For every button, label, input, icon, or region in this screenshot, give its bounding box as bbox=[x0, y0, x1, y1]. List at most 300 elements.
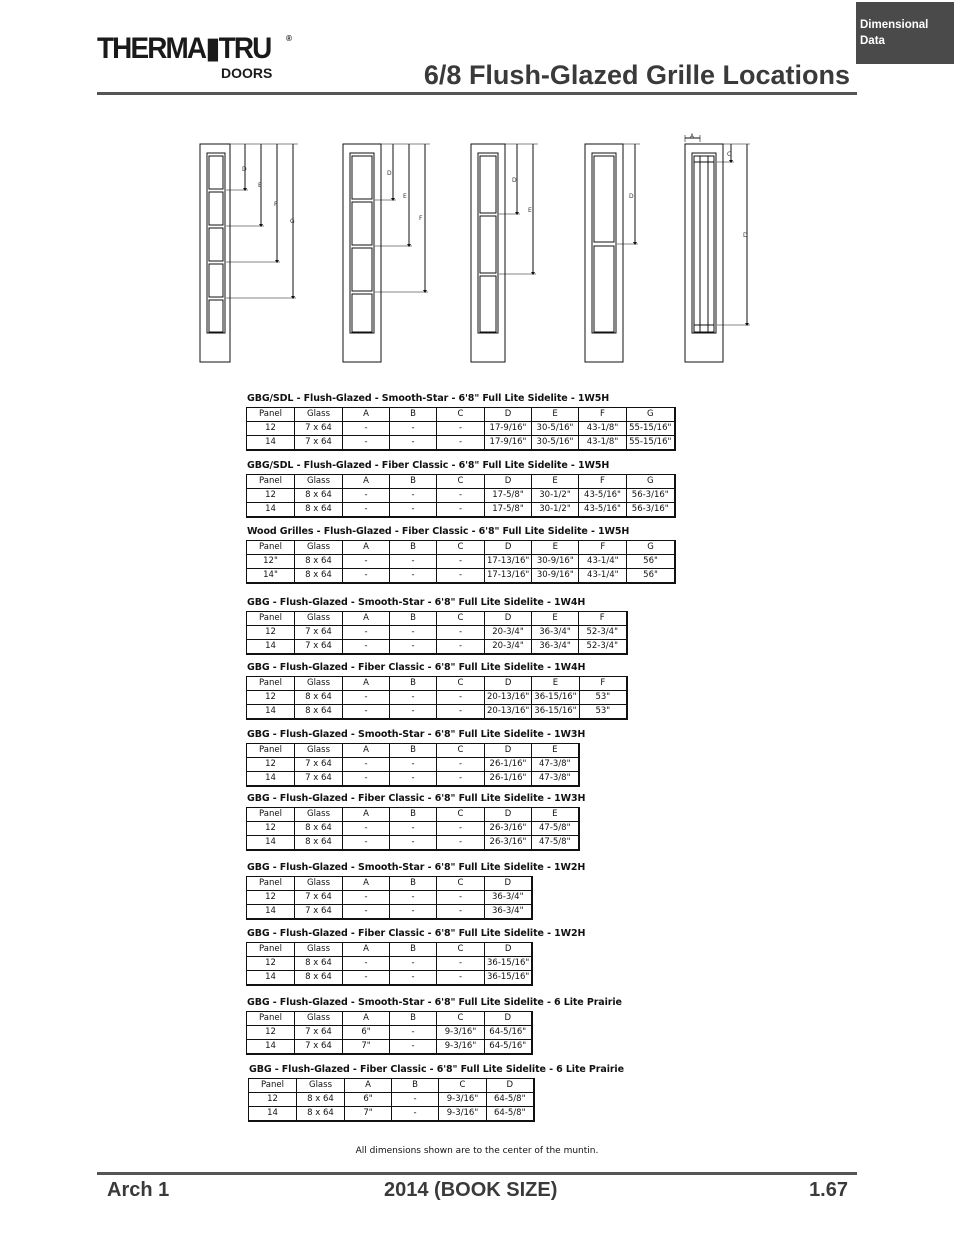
table-block-4 bbox=[246, 597, 628, 655]
column-header: E bbox=[532, 677, 579, 691]
table-cell: 52-3/4" bbox=[579, 640, 627, 655]
table-cell: 8 x 64 bbox=[297, 1107, 345, 1122]
table-cell: - bbox=[390, 569, 437, 584]
dim-label-f: F bbox=[274, 201, 278, 208]
table-cell: - bbox=[390, 1040, 437, 1055]
column-header: F bbox=[579, 677, 627, 691]
column-header: C bbox=[437, 1012, 485, 1026]
section-tab-line-2: Data bbox=[860, 35, 885, 47]
dimension-table bbox=[246, 1011, 533, 1055]
footer-rule bbox=[97, 1172, 857, 1175]
table-cell: 17-5/8" bbox=[485, 503, 532, 518]
table-cell: - bbox=[343, 822, 390, 836]
table-cell: 8 x 64 bbox=[295, 822, 343, 836]
table-row bbox=[247, 503, 675, 518]
dimension-table bbox=[246, 407, 676, 451]
table-cell: - bbox=[390, 640, 437, 655]
table-cell: - bbox=[437, 705, 485, 720]
dimension-table bbox=[246, 807, 580, 851]
table-cell: - bbox=[437, 436, 485, 451]
table-cell: 7 x 64 bbox=[295, 1026, 343, 1040]
table-cell: - bbox=[390, 489, 437, 503]
table-cell: - bbox=[343, 422, 390, 436]
table-cell: 47-5/8" bbox=[532, 836, 579, 851]
column-header: Panel bbox=[247, 541, 295, 555]
section-tab-line-1: Dimensional bbox=[860, 19, 929, 31]
table-cell: 52-3/4" bbox=[579, 626, 627, 640]
column-header: D bbox=[485, 541, 532, 555]
table-cell: 30-1/2" bbox=[532, 503, 579, 518]
table-block-8 bbox=[246, 862, 585, 920]
table-cell: - bbox=[343, 905, 390, 920]
table-cell: 43-1/4" bbox=[579, 569, 627, 584]
table-cell: - bbox=[390, 1026, 437, 1040]
column-header: D bbox=[485, 808, 532, 822]
table-cell: - bbox=[392, 1093, 439, 1107]
table-cell: - bbox=[437, 640, 485, 655]
table-cell: 53" bbox=[579, 705, 627, 720]
table-block-5 bbox=[246, 662, 628, 720]
table-cell: 30-5/16" bbox=[532, 436, 579, 451]
table-cell: 55-15/16" bbox=[627, 436, 675, 451]
table-cell: 12 bbox=[247, 489, 295, 503]
table-cell: 14 bbox=[247, 905, 295, 920]
logo-wordmark: THERMA▮TRU bbox=[97, 32, 271, 65]
column-header: F bbox=[579, 475, 627, 489]
column-header: Glass bbox=[295, 1012, 343, 1026]
table-row bbox=[247, 640, 627, 655]
column-header: B bbox=[390, 475, 437, 489]
table-cell: 14 bbox=[249, 1107, 297, 1122]
table-cell: 20-13/16" bbox=[485, 705, 532, 720]
table-cell: 7 x 64 bbox=[295, 758, 343, 772]
table-cell: - bbox=[390, 758, 437, 772]
table-header-row bbox=[247, 541, 675, 555]
table-row bbox=[247, 436, 675, 451]
column-header: D bbox=[485, 943, 533, 957]
table-cell: 43-1/4" bbox=[579, 555, 627, 569]
diagram-1w3h bbox=[471, 144, 538, 362]
table-cell: 43-5/16" bbox=[579, 503, 627, 518]
table-caption: GBG - Flush-Glazed - Smooth-Star - 6'8" Full Lite Sidelite - 1W3H bbox=[247, 729, 586, 740]
table-row bbox=[247, 891, 532, 905]
table-row bbox=[247, 772, 579, 787]
table-row bbox=[249, 1093, 534, 1107]
table-header-row bbox=[247, 744, 579, 758]
table-cell: 43-1/8" bbox=[579, 422, 627, 436]
table-cell: - bbox=[343, 555, 390, 569]
column-header: D bbox=[487, 1079, 534, 1093]
table-cell: 53" bbox=[579, 691, 627, 705]
dim-label-a-5: A bbox=[690, 133, 695, 140]
table-cell: 20-13/16" bbox=[485, 691, 532, 705]
dim-label-e-3: E bbox=[528, 207, 532, 214]
dim-label-d-3: D bbox=[512, 177, 517, 184]
table-cell: 14 bbox=[247, 503, 295, 518]
table-cell: 9-3/16" bbox=[437, 1026, 485, 1040]
column-header: Glass bbox=[295, 541, 343, 555]
table-cell: 9-3/16" bbox=[439, 1093, 487, 1107]
column-header: A bbox=[343, 943, 390, 957]
column-header: A bbox=[343, 1012, 390, 1026]
column-header: C bbox=[437, 808, 485, 822]
table-cell: 26-3/16" bbox=[485, 822, 532, 836]
page-title: 6/8 Flush-Glazed Grille Locations bbox=[423, 60, 850, 90]
column-header: A bbox=[343, 475, 390, 489]
column-header: A bbox=[343, 677, 390, 691]
column-header: G bbox=[627, 475, 675, 489]
table-row bbox=[247, 822, 579, 836]
logo-registered-mark: ® bbox=[286, 34, 292, 43]
column-header: A bbox=[345, 1079, 392, 1093]
dim-label-c-5: C bbox=[727, 151, 732, 158]
table-cell: 12 bbox=[249, 1093, 297, 1107]
table-cell: 17-5/8" bbox=[485, 489, 532, 503]
table-cell: 7 x 64 bbox=[295, 1040, 343, 1055]
table-cell: 20-3/4" bbox=[485, 626, 532, 640]
column-header: D bbox=[485, 1012, 532, 1026]
column-header: B bbox=[390, 744, 437, 758]
dim-label-d: D bbox=[242, 166, 247, 173]
table-row bbox=[247, 569, 675, 584]
column-header: Panel bbox=[247, 1012, 295, 1026]
dim-label-d-4: D bbox=[629, 193, 634, 200]
table-cell: 14 bbox=[247, 836, 295, 851]
column-header: D bbox=[485, 877, 532, 891]
brand-logo bbox=[97, 33, 297, 83]
column-header: C bbox=[437, 612, 485, 626]
table-cell: - bbox=[437, 971, 485, 986]
table-cell: 26-1/16" bbox=[485, 772, 532, 787]
table-cell: 7" bbox=[345, 1107, 392, 1122]
table-row bbox=[247, 1026, 532, 1040]
diagram-1w5h bbox=[200, 144, 298, 362]
table-cell: 6" bbox=[343, 1026, 390, 1040]
table-cell: - bbox=[390, 957, 437, 971]
column-header: G bbox=[627, 541, 675, 555]
column-header: Glass bbox=[295, 744, 343, 758]
table-cell: 8 x 64 bbox=[295, 836, 343, 851]
column-header: A bbox=[343, 408, 390, 422]
table-header-row bbox=[247, 1012, 532, 1026]
table-cell: 36-3/4" bbox=[485, 891, 532, 905]
table-cell: - bbox=[343, 691, 390, 705]
table-cell: - bbox=[437, 489, 485, 503]
column-header: F bbox=[579, 408, 627, 422]
dimension-table bbox=[246, 876, 533, 920]
table-cell: 30-1/2" bbox=[532, 489, 579, 503]
dimension-table bbox=[246, 474, 676, 518]
table-block-3 bbox=[246, 526, 676, 584]
column-header: G bbox=[627, 408, 675, 422]
table-row bbox=[247, 971, 533, 986]
table-cell: - bbox=[343, 569, 390, 584]
table-cell: 12 bbox=[247, 422, 295, 436]
column-header: D bbox=[485, 744, 532, 758]
table-cell: 36-3/4" bbox=[532, 626, 579, 640]
column-header: A bbox=[343, 541, 390, 555]
table-block-10 bbox=[246, 997, 622, 1055]
footnote: All dimensions shown are to the center of the muntin. bbox=[355, 1146, 599, 1156]
column-header: Glass bbox=[295, 877, 343, 891]
table-cell: - bbox=[343, 971, 390, 986]
table-cell: - bbox=[343, 640, 390, 655]
table-cell: - bbox=[343, 957, 390, 971]
table-cell: 64-5/8" bbox=[487, 1107, 534, 1122]
column-header: B bbox=[390, 408, 437, 422]
table-cell: - bbox=[437, 905, 485, 920]
column-header: Panel bbox=[247, 877, 295, 891]
table-header-row bbox=[247, 877, 532, 891]
table-cell: 8 x 64 bbox=[295, 971, 343, 986]
table-cell: 47-3/8" bbox=[532, 772, 579, 787]
column-header: Glass bbox=[297, 1079, 345, 1093]
footer-left: Arch 1 bbox=[107, 1179, 170, 1201]
table-block-9 bbox=[246, 928, 585, 986]
table-cell: 12 bbox=[247, 1026, 295, 1040]
footer-page-number: 1.67 bbox=[809, 1179, 848, 1201]
column-header: F bbox=[579, 612, 627, 626]
table-cell: 9-3/16" bbox=[437, 1040, 485, 1055]
table-cell: 6" bbox=[345, 1093, 392, 1107]
dim-label-e: E bbox=[258, 182, 262, 189]
column-header: Panel bbox=[247, 408, 295, 422]
table-cell: 14 bbox=[247, 640, 295, 655]
table-caption: GBG/SDL - Flush-Glazed - Smooth-Star - 6'8" Full Lite Sidelite - 1W5H bbox=[247, 393, 610, 404]
table-cell: - bbox=[343, 705, 390, 720]
table-cell: 8 x 64 bbox=[295, 705, 343, 720]
table-cell: - bbox=[390, 422, 437, 436]
table-row bbox=[249, 1107, 534, 1122]
column-header: B bbox=[390, 677, 437, 691]
table-header-row bbox=[247, 408, 675, 422]
column-header: C bbox=[437, 408, 485, 422]
column-header: Glass bbox=[295, 943, 343, 957]
column-header: A bbox=[343, 877, 390, 891]
table-cell: - bbox=[390, 822, 437, 836]
footer-center: 2014 (BOOK SIZE) bbox=[384, 1179, 558, 1201]
column-header: Panel bbox=[247, 677, 295, 691]
column-header: E bbox=[532, 541, 579, 555]
table-cell: 12 bbox=[247, 891, 295, 905]
column-header: D bbox=[485, 408, 532, 422]
diagram-1w2h bbox=[585, 144, 640, 362]
table-cell: 36-15/16" bbox=[532, 705, 579, 720]
table-cell: 7 x 64 bbox=[295, 626, 343, 640]
table-cell: - bbox=[437, 691, 485, 705]
table-cell: 8 x 64 bbox=[295, 489, 343, 503]
table-row bbox=[247, 905, 532, 920]
column-header: A bbox=[343, 744, 390, 758]
column-header: Panel bbox=[247, 475, 295, 489]
table-cell: 20-3/4" bbox=[485, 640, 532, 655]
table-cell: - bbox=[343, 772, 390, 787]
column-header: E bbox=[532, 475, 579, 489]
table-cell: 7 x 64 bbox=[295, 422, 343, 436]
table-cell: 17-9/16" bbox=[485, 422, 532, 436]
table-cell: 30-9/16" bbox=[532, 555, 579, 569]
column-header: Glass bbox=[295, 408, 343, 422]
table-block-7 bbox=[246, 793, 585, 851]
table-caption: GBG - Flush-Glazed - Fiber Classic - 6'8" Full Lite Sidelite - 1W4H bbox=[247, 662, 586, 673]
dimension-table bbox=[246, 540, 676, 584]
dimension-table bbox=[246, 743, 580, 787]
table-cell: 7 x 64 bbox=[295, 436, 343, 451]
table-cell: - bbox=[390, 691, 437, 705]
dimension-table bbox=[248, 1078, 535, 1122]
table-caption: GBG - Flush-Glazed - Fiber Classic - 6'8" Full Lite Sidelite - 6 Lite Prairie bbox=[249, 1064, 624, 1075]
table-cell: - bbox=[437, 569, 485, 584]
sidelite-diagrams bbox=[190, 128, 770, 368]
dimension-table bbox=[246, 676, 628, 720]
table-caption: GBG - Flush-Glazed - Fiber Classic - 6'8" Full Lite Sidelite - 1W2H bbox=[247, 928, 586, 939]
table-caption: GBG - Flush-Glazed - Fiber Classic - 6'8" Full Lite Sidelite - 1W3H bbox=[247, 793, 586, 804]
table-cell: 12 bbox=[247, 957, 295, 971]
table-caption: GBG - Flush-Glazed - Smooth-Star - 6'8" Full Lite Sidelite - 6 Lite Prairie bbox=[247, 997, 622, 1008]
table-cell: - bbox=[343, 758, 390, 772]
table-header-row bbox=[247, 808, 579, 822]
table-cell: 30-9/16" bbox=[532, 569, 579, 584]
dim-label-d-5: D bbox=[743, 232, 748, 239]
column-header: B bbox=[390, 943, 437, 957]
table-row bbox=[247, 422, 675, 436]
dim-label-f-2: F bbox=[419, 215, 423, 222]
table-cell: - bbox=[437, 822, 485, 836]
diagram-6-lite-prairie bbox=[685, 135, 750, 362]
table-cell: - bbox=[343, 626, 390, 640]
column-header: E bbox=[532, 808, 579, 822]
table-block-6 bbox=[246, 729, 585, 787]
table-cell: - bbox=[390, 626, 437, 640]
column-header: Panel bbox=[247, 943, 295, 957]
column-header: Panel bbox=[249, 1079, 297, 1093]
dim-label-d-2: D bbox=[387, 170, 392, 177]
table-header-row bbox=[249, 1079, 534, 1093]
column-header: C bbox=[437, 541, 485, 555]
table-cell: - bbox=[390, 971, 437, 986]
table-cell: 8 x 64 bbox=[295, 691, 343, 705]
column-header: A bbox=[343, 612, 390, 626]
table-cell: - bbox=[437, 503, 485, 518]
dim-label-e-2: E bbox=[403, 193, 407, 200]
column-header: E bbox=[532, 612, 579, 626]
table-block-11 bbox=[248, 1064, 624, 1122]
table-cell: - bbox=[390, 836, 437, 851]
column-header: C bbox=[437, 877, 485, 891]
table-cell: - bbox=[343, 489, 390, 503]
column-header: Panel bbox=[247, 612, 295, 626]
column-header: B bbox=[390, 541, 437, 555]
table-header-row bbox=[247, 612, 627, 626]
table-cell: 64-5/8" bbox=[487, 1093, 534, 1107]
table-cell: - bbox=[437, 836, 485, 851]
column-header: E bbox=[532, 408, 579, 422]
column-header: A bbox=[343, 808, 390, 822]
dimension-table bbox=[246, 611, 628, 655]
column-header: F bbox=[579, 541, 627, 555]
table-row bbox=[247, 957, 533, 971]
table-cell: 14 bbox=[247, 705, 295, 720]
section-tab bbox=[856, 2, 954, 64]
table-cell: 7 x 64 bbox=[295, 905, 343, 920]
column-header: Glass bbox=[295, 475, 343, 489]
column-header: D bbox=[485, 677, 532, 691]
column-header: Glass bbox=[295, 808, 343, 822]
table-cell: - bbox=[343, 436, 390, 451]
table-cell: 14" bbox=[247, 569, 295, 584]
table-row bbox=[247, 691, 628, 705]
table-caption: GBG - Flush-Glazed - Smooth-Star - 6'8" Full Lite Sidelite - 1W2H bbox=[247, 862, 586, 873]
column-header: Glass bbox=[295, 612, 343, 626]
table-cell: 17-13/16" bbox=[485, 555, 532, 569]
column-header: C bbox=[437, 475, 485, 489]
column-header: D bbox=[485, 612, 532, 626]
table-cell: 8 x 64 bbox=[295, 569, 343, 584]
table-cell: 56" bbox=[627, 569, 675, 584]
table-block-1 bbox=[246, 393, 676, 451]
table-cell: - bbox=[343, 836, 390, 851]
table-cell: 12" bbox=[247, 555, 295, 569]
table-cell: - bbox=[392, 1107, 439, 1122]
column-header: E bbox=[532, 744, 579, 758]
table-cell: - bbox=[390, 905, 437, 920]
column-header: C bbox=[437, 677, 485, 691]
table-cell: - bbox=[437, 772, 485, 787]
table-cell: 36-15/16" bbox=[485, 957, 533, 971]
table-cell: - bbox=[390, 705, 437, 720]
table-row bbox=[247, 758, 579, 772]
table-caption: GBG - Flush-Glazed - Smooth-Star - 6'8" Full Lite Sidelite - 1W4H bbox=[247, 597, 586, 608]
column-header: Glass bbox=[295, 677, 343, 691]
table-cell: - bbox=[437, 957, 485, 971]
table-cell: 36-15/16" bbox=[485, 971, 533, 986]
dimension-table bbox=[246, 942, 533, 986]
column-header: C bbox=[437, 943, 485, 957]
table-cell: 12 bbox=[247, 822, 295, 836]
column-header: D bbox=[485, 475, 532, 489]
table-cell: 7" bbox=[343, 1040, 390, 1055]
table-row bbox=[247, 489, 675, 503]
table-cell: 36-3/4" bbox=[485, 905, 532, 920]
table-cell: - bbox=[343, 891, 390, 905]
table-cell: - bbox=[390, 891, 437, 905]
table-cell: 47-5/8" bbox=[532, 822, 579, 836]
table-cell: - bbox=[437, 422, 485, 436]
table-cell: 64-5/16" bbox=[485, 1040, 532, 1055]
column-header: C bbox=[437, 744, 485, 758]
table-cell: 8 x 64 bbox=[295, 957, 343, 971]
table-cell: 17-13/16" bbox=[485, 569, 532, 584]
table-cell: 55-15/16" bbox=[627, 422, 675, 436]
table-cell: 12 bbox=[247, 758, 295, 772]
table-cell: 17-9/16" bbox=[485, 436, 532, 451]
table-caption: GBG/SDL - Flush-Glazed - Fiber Classic - 6'8" Full Lite Sidelite - 1W5H bbox=[247, 460, 610, 471]
table-block-2 bbox=[246, 460, 676, 518]
table-cell: 56" bbox=[627, 555, 675, 569]
table-cell: 30-5/16" bbox=[532, 422, 579, 436]
column-header: B bbox=[390, 808, 437, 822]
table-cell: 8 x 64 bbox=[295, 555, 343, 569]
table-cell: 8 x 64 bbox=[297, 1093, 345, 1107]
column-header: Panel bbox=[247, 808, 295, 822]
table-row bbox=[247, 626, 627, 640]
table-cell: 14 bbox=[247, 971, 295, 986]
table-cell: 47-3/8" bbox=[532, 758, 579, 772]
table-cell: 14 bbox=[247, 1040, 295, 1055]
table-cell: 26-1/16" bbox=[485, 758, 532, 772]
table-header-row bbox=[247, 677, 628, 691]
table-header-row bbox=[247, 475, 675, 489]
